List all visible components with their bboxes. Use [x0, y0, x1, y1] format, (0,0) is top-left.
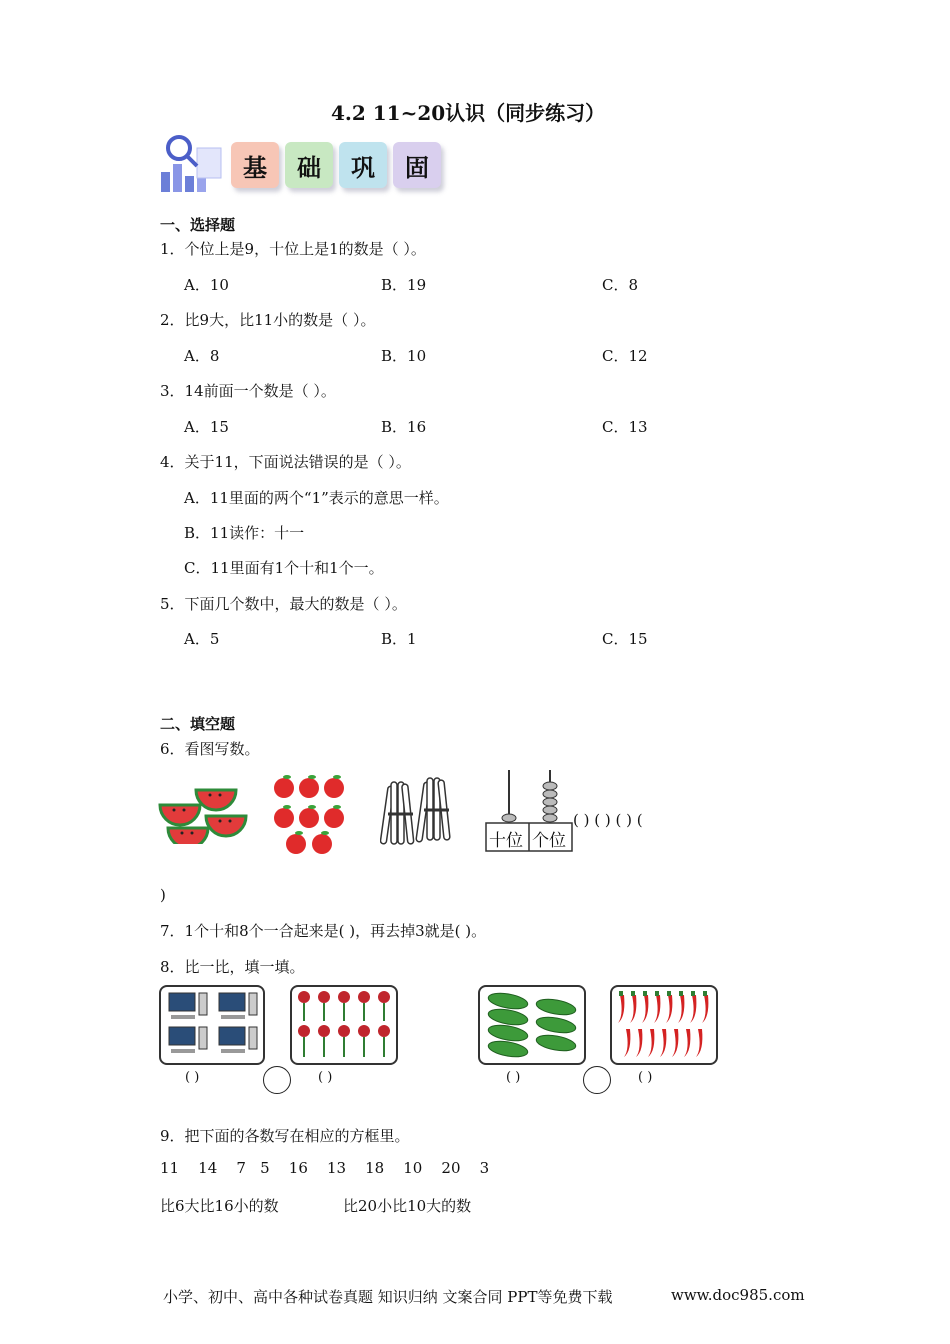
q5-option-a: A．5 [184, 630, 220, 648]
page-title: 4.2 11~20认识（同步练习） [331, 101, 606, 125]
chilies-image [612, 987, 716, 1063]
q9-numbers: 11 14 7 5 16 13 18 10 20 3 [160, 1159, 490, 1177]
computers-image [161, 987, 263, 1063]
q4-option-a: A．11里面的两个“1”表示的意思一样。 [184, 489, 449, 507]
magnifier-chart-icon [157, 132, 225, 194]
cucumbers-image [480, 987, 584, 1063]
abacus-ones-label: 个位 [532, 831, 566, 851]
q2-option-b: B．10 [381, 347, 427, 365]
watermelon-slices-image [158, 770, 250, 844]
section-heading-choice: 一、选择题 [160, 216, 236, 234]
q2-option-a: A．8 [184, 347, 220, 365]
question-9: 9．把下面的各数写在相应的方框里。 [160, 1127, 410, 1145]
q8-compare-circle-2[interactable] [583, 1066, 611, 1094]
badge-gu: 固 [393, 142, 441, 188]
footer-promo-text: 小学、初中、高中各种试卷真题 知识归纳 文案合同 PPT等免费下载 [163, 1288, 613, 1306]
q8-blank-roses[interactable]: ( ) [318, 1070, 333, 1085]
stick-bundles-image [380, 776, 458, 850]
badge-ji: 基 [231, 142, 279, 188]
q6-answer-blanks[interactable]: ( ) ( ) ( ) ( [573, 811, 643, 829]
q6-blank-tail: ) [160, 886, 166, 904]
badge-chu: 础 [285, 142, 333, 188]
q5-option-b: B．1 [381, 630, 417, 648]
q4-option-b: B．11读作：十一 [184, 524, 305, 542]
cucumbers-box [478, 985, 586, 1065]
question-7: 7．1个十和8个一合起来是( )，再去掉3就是( )。 [160, 922, 487, 940]
q3-option-a: A．15 [184, 418, 229, 436]
chilies-box [610, 985, 718, 1065]
apples-image [272, 772, 348, 858]
q1-option-b: B．19 [381, 276, 427, 294]
badge-gong: 巩 [339, 142, 387, 188]
q8-blank-chilies[interactable]: ( ) [638, 1070, 653, 1085]
q2-option-c: C．12 [602, 347, 648, 365]
roses-image [292, 987, 396, 1063]
q8-compare-circle-1[interactable] [263, 1066, 291, 1094]
q1-option-c: C．8 [602, 276, 639, 294]
question-4: 4．关于11，下面说法错误的是（ ）。 [160, 453, 411, 471]
question-8: 8．比一比，填一填。 [160, 958, 305, 976]
q5-option-c: C．15 [602, 630, 648, 648]
question-3: 3．14前面一个数是（ ）。 [160, 382, 336, 400]
q9-label-between-6-16: 比6大比16小的数 [160, 1197, 279, 1215]
q4-option-c: C．11里面有1个十和1个一。 [184, 559, 384, 577]
roses-box [290, 985, 398, 1065]
question-6: 6．看图写数。 [160, 740, 260, 758]
q3-option-b: B．16 [381, 418, 427, 436]
question-1: 1．个位上是9，十位上是1的数是（ ）。 [160, 240, 426, 258]
q9-label-between-10-20: 比20小比10大的数 [343, 1197, 472, 1215]
question-5: 5．下面几个数中，最大的数是（ ）。 [160, 595, 407, 613]
question-2: 2．比9大，比11小的数是（ ）。 [160, 311, 376, 329]
footer-website-link[interactable]: www.doc985.com [671, 1286, 805, 1304]
section-heading-fill: 二、填空题 [160, 715, 236, 733]
q1-option-a: A．10 [184, 276, 229, 294]
q8-blank-computers[interactable]: ( ) [185, 1070, 200, 1085]
abacus-tens-label: 十位 [489, 831, 523, 851]
q8-blank-cucumbers[interactable]: ( ) [506, 1070, 521, 1085]
computers-box [159, 985, 265, 1065]
q3-option-c: C．13 [602, 418, 648, 436]
